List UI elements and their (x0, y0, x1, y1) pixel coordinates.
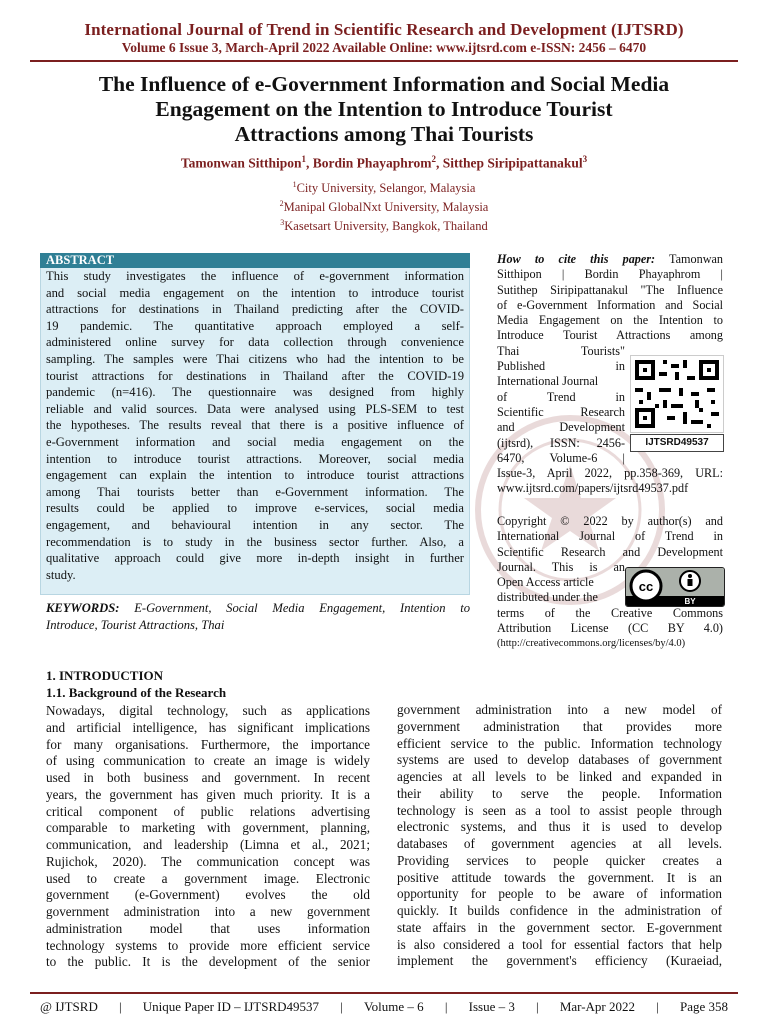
keywords-text: E-Government, Social Media Engagement, Intention to (134, 601, 470, 615)
body-line: used to create a government image. Electronic (46, 870, 370, 886)
cc-badge-text: cc (638, 579, 654, 594)
citation-label: How to cite this paper (497, 252, 652, 266)
body-line: to the public. It is the development of the senior (46, 954, 370, 970)
abstract-heading: ABSTRACT (40, 253, 470, 268)
body-line: efficient service to the public. Information technology (397, 735, 722, 751)
affiliation (0, 180, 768, 196)
copyright-line: Scientific Research and Development (497, 544, 723, 559)
affiliation (0, 218, 768, 234)
journal-issue-line: Volume 6 Issue 3, March-April 2022 Available Online: www.ijtsrd.com e-ISSN: 2456 – 6470 (121, 40, 647, 55)
abstract-line: This study investigates the influence of e-government information (46, 269, 464, 283)
affiliation-sup: 2 (279, 199, 284, 208)
page-footer (40, 999, 728, 1015)
copyright-line: Copyright © 2022 by author(s) and (497, 514, 723, 528)
body-line: government (e-Government) evolves the old (46, 887, 370, 903)
abstract-line: attractions for destinations in Thailand predicting after the COVID- (46, 302, 464, 317)
affiliation (0, 199, 768, 215)
footer-separator: | (340, 999, 343, 1014)
body-line: Providing services to people quicker creates a (397, 852, 722, 868)
abstract-line: study. (46, 567, 76, 582)
abstract-line: 19 pandemic. The quantitative approach employed a self- (46, 318, 464, 333)
body-line: used in both business and government. In recent (46, 770, 370, 785)
citation-line: Media Engagement on the Intention to (497, 313, 723, 328)
affiliation-text: Manipal GlobalNxt University, Malaysia (283, 200, 489, 215)
citation-line: Thai Tourists" (497, 343, 625, 358)
affiliation-sup: 3 (280, 218, 285, 227)
abstract-line: engagement, and behavioural intention in any sector. The (46, 517, 464, 532)
abstract-line: intention to introduce tourist attractions. Moreover, social media (46, 451, 464, 466)
body-line: critical component of public relations advertising (46, 803, 370, 819)
author-list: Tamonwan Sitthipon$^1$, Bordin Phayaphrom$^2$, Sitthep Siripipattanakul$^3$ (180, 154, 588, 171)
body-line: agencies at all levels to be linked and expanded in (397, 769, 722, 784)
abstract-line: the hypotheses. The results reveal that there is a positive influence of (46, 418, 464, 433)
license-url[interactable]: (http://creativecommons.org/licenses/by/4.0) (497, 638, 686, 650)
body-line: of using communication to create an image is widely (46, 753, 370, 769)
person-icon (688, 574, 692, 578)
body-line: years, the government has given much priority. It is a (46, 786, 370, 802)
copyright-line: International Journal of Trend in (497, 529, 723, 544)
citation-line: of e-Government Information and Social (497, 297, 723, 312)
footer-separator: | (656, 999, 659, 1014)
body-line: Rujichok, 2020). The communication concept was (46, 853, 370, 869)
citation-line: Issue-3, April 2022, pp.358-369, URL: (497, 466, 723, 481)
abstract-line: e-Government information and social media engagement on the (46, 434, 464, 449)
body-column-left (46, 703, 370, 971)
copyright-line: Attribution License (CC BY 4.0) (497, 621, 723, 636)
citation-line: and Development (497, 420, 625, 435)
paper-title-line: Attractions among Thai Tourists (234, 122, 534, 146)
author-name: Sitthep Siripipattanakul (442, 155, 583, 171)
abstract-line: among Thai tourists better than e-Government information. The (46, 484, 464, 499)
qr-label: IJTSRD49537 (630, 434, 724, 452)
citation-line: Scientific Research (497, 404, 625, 419)
citation-colon: : (651, 252, 656, 266)
abstract-body (46, 268, 464, 583)
copyright-line: Journal. This is an (497, 559, 625, 574)
body-line: Nowadays, digital technology, such as applications (46, 703, 370, 718)
body-line: government administration that provides more (397, 718, 722, 734)
abstract-line: sampling. The samples were Thai citizens who had the intention to be (46, 351, 464, 366)
copyright-line: Open Access article (497, 575, 594, 590)
body-line: is also considered a tool for essential factors that help (397, 936, 722, 952)
qr-code[interactable] (630, 355, 724, 433)
cc-by-license-badge[interactable] (625, 567, 725, 607)
by-badge-text: BY (684, 597, 696, 606)
keywords (46, 600, 470, 633)
header-rule (30, 60, 738, 62)
footer-paper-id: Unique Paper ID – IJTSRD49537 (142, 999, 320, 1014)
body-line: and artificial intelligence, has significant implications (46, 719, 370, 735)
citation-line: Introduce Tourist Attractions among (497, 328, 723, 343)
keywords-label: KEYWORDS: (46, 601, 120, 615)
copyright-line: terms of the Creative Commons (497, 605, 723, 620)
abstract-line: results could be applied to improve e-services, social media (46, 501, 464, 516)
body-line: government administration into a new model of (397, 702, 722, 717)
subsection-heading: 1.1. Background of the Research (46, 685, 227, 700)
citation-line: of Trend in (497, 389, 625, 404)
copyright-line: distributed under the (497, 590, 598, 605)
author-sup: 1 (301, 154, 307, 164)
footer-volume: Volume – 6 (363, 999, 424, 1014)
body-line: state affairs in the government sector. E-government (397, 919, 722, 935)
paper-title (50, 72, 718, 147)
footer-separator: | (119, 999, 122, 1014)
body-line: electronic systems, and thus it is used to develop (397, 819, 722, 835)
citation-line: International Journal (497, 374, 599, 389)
affiliation-sup: 1 (292, 180, 297, 189)
author-name: Bordin Phayaphrom (312, 155, 432, 171)
abstract-line: and social media engagement on the intention to introduce tourist (46, 285, 464, 300)
body-line: technology is seen as a tool to assist people through (397, 802, 722, 818)
abstract-line: engagement can explain the intention to introduce tourist attractions (46, 468, 464, 483)
abstract-line: administered online survey for data collection through convenience (46, 335, 464, 350)
paper-title-line: Engagement on the Intention to Introduce Tourist (155, 97, 613, 121)
section-heading: 1. INTRODUCTION (46, 668, 164, 683)
author-sup: 2 (431, 154, 436, 164)
body-line: their ability to serve the people. Information (397, 785, 722, 801)
footer-period: Mar-Apr 2022 (559, 999, 636, 1014)
author-sup: 3 (582, 154, 588, 164)
journal-title: International Journal of Trend in Scientific Research and Development (IJTSRD) (84, 20, 684, 39)
affiliation-text: Kasetsart University, Bangkok, Thailand (284, 219, 488, 234)
body-line: communication, and leadership (Limna et al., 2021; (46, 837, 370, 852)
paper-title-line: The Influence of e-Government Information and Social Media (98, 72, 670, 96)
abstract-line: tourist attractions for destinations in Thailand after the COVID-19 (46, 368, 464, 383)
footer-rule (30, 992, 738, 994)
footer-issue: Issue – 3 (468, 999, 515, 1014)
body-line: implement the government's efficiency (Kuraeiad, (397, 953, 722, 969)
body-line: systems are used to develop databases of government (397, 752, 722, 768)
body-line: government administration into a new government (46, 904, 370, 919)
affiliation-text: City University, Selangor, Malaysia (296, 181, 476, 196)
body-line: quickly. It builds confidence in the administration of (397, 903, 722, 918)
author-name: Tamonwan Sitthipon (180, 155, 302, 171)
body-line: comparable to marketing with government, planning, (46, 820, 370, 836)
abstract-line: pandemic (n=416). The questionnaire was designed from highly (46, 385, 464, 400)
citation-line: Sitthipon | Bordin Phayaphrom | (497, 267, 723, 282)
footer-separator: | (444, 999, 448, 1014)
body-line: positive attitude towards the government. It is an (397, 869, 722, 885)
footer-org: @ IJTSRD (40, 999, 98, 1014)
abstract-line: reliable and valid sources. Data were analysed using PLS-SEM to test (46, 401, 464, 416)
citation-line: Tamonwan (669, 252, 724, 266)
abstract-line: recommendation is to study in the business sector further. Also, a (46, 534, 464, 549)
citation-line: (ijtsrd), ISSN: 2456- (497, 435, 625, 450)
footer-separator: | (536, 999, 539, 1014)
citation-line: Sutithep Siripipattanakul "The Influence (497, 282, 723, 297)
body-line: technology systems to provide more efficient service (46, 937, 370, 953)
body-line: opportunity for people to be aware of information (397, 886, 722, 902)
abstract-line: qualitative approach could give more in-depth insight in further (46, 551, 464, 566)
citation-line: 6470, Volume-6 | (497, 450, 625, 465)
body-line: for many organisations. Furthermore, the importance (46, 736, 370, 752)
body-column-right (397, 702, 722, 970)
body-line: administration model that uses information (46, 920, 370, 936)
body-line: databases of government agencies at all levels. (397, 836, 722, 851)
citation-line: Published in (497, 359, 625, 374)
keywords-text: Introduce, Tourist Attractions, Thai (46, 617, 225, 632)
footer-page-number: Page 358 (679, 999, 728, 1014)
citation-url[interactable]: www.ijtsrd.com/papers/ijtsrd49537.pdf (497, 481, 689, 496)
